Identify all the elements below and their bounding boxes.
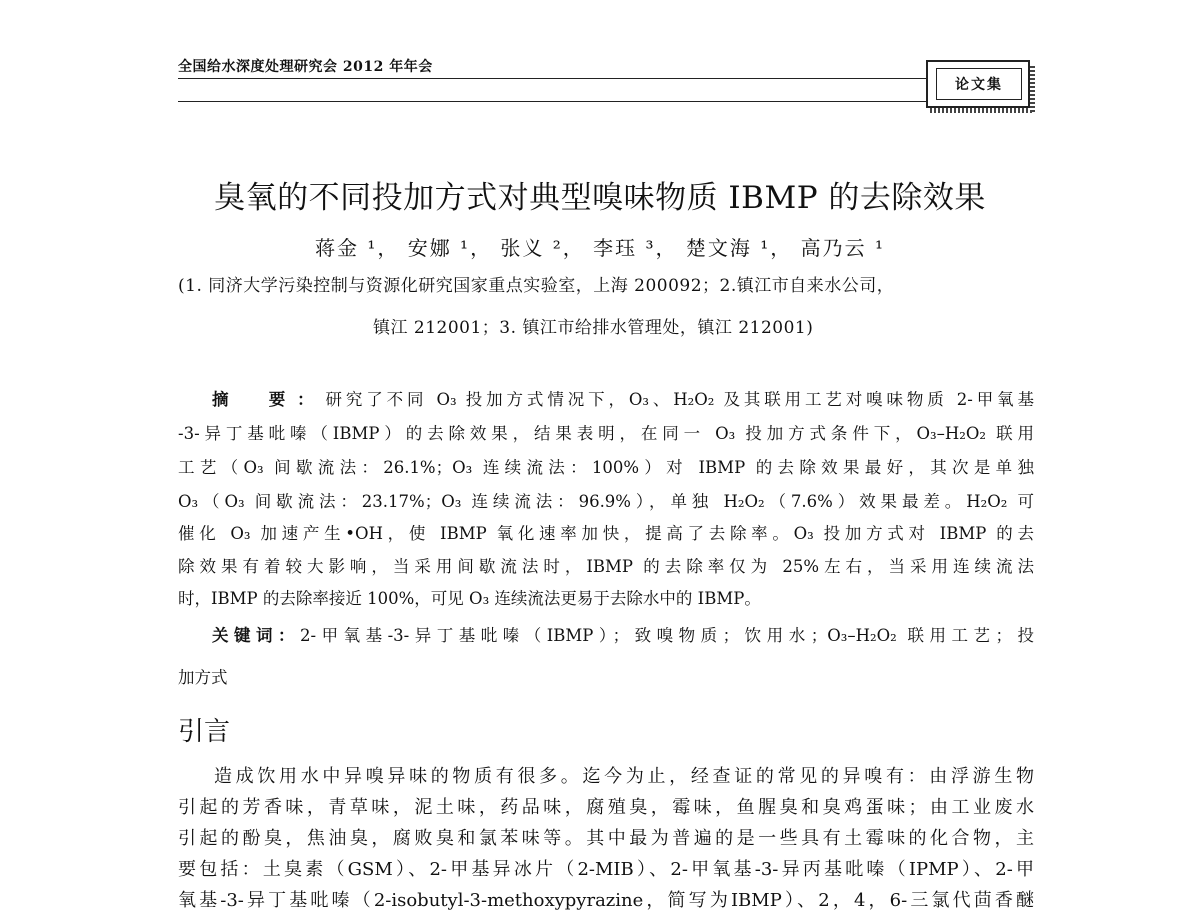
stamp-label: 论文集: [936, 68, 1022, 100]
abstract-line: 工艺（O₃ 间歇流法：26.1%；O₃ 连续流法：100%）对 IBMP 的去除效果最好，其次是单独: [178, 458, 1034, 477]
body-line: 氧基-3-异丁基吡嗪（2-isobutyl-3-methoxypyrazine，简写为IBMP）、2，4，6-三氯代茴香醚: [178, 890, 1034, 911]
affiliation-line-1: (1. 同济大学污染控制与资源化研究国家重点实验室，上海 200092；2.镇江市自来水公司，: [178, 276, 895, 296]
body-line: 引起的芳香味，青草味，泥土味，药品味，腐殖臭，霉味，鱼腥臭和臭鸡蛋味；由工业废水: [178, 797, 1034, 818]
section-heading: 引言: [178, 717, 231, 747]
abstract-line: -3-异丁基吡嗪（IBMP）的去除效果，结果表明，在同一 O₃ 投加方式条件下，O₃–H₂O₂ 联用: [178, 424, 1034, 443]
affiliation-line-2: 镇江 212001；3. 镇江市给排水管理处，镇江 212001): [373, 318, 814, 338]
keywords-line: 关键词：2-甲氧基-3-异丁基吡嗪（IBMP）；致嗅物质；饮用水；O₃–H₂O₂ 联用工艺；投: [212, 626, 1034, 645]
abstract-line: 时，IBMP 的去除率接近 100%，可见 O₃ 连续流法更易于去除水中的 IBMP。: [178, 589, 761, 608]
abstract-line: 催化 O₃ 加速产生•OH，使 IBMP 氧化速率加快，提高了去除率。O₃ 投加方式对 IBMP 的去: [178, 524, 1034, 543]
keywords-line-2: 加方式: [178, 668, 228, 687]
running-header: 全国给水深度处理研究会 2012 年年会: [178, 59, 433, 75]
body-line: 要包括：土臭素（GSM）、2-甲基异冰片（2-MIB）、2-甲氧基-3-异丙基吡嗪（IPMP）、2-甲: [178, 859, 1034, 880]
abstract-label: 摘 要：: [212, 390, 326, 409]
body-line: 引起的酚臭，焦油臭，腐败臭和氯苯味等。其中最为普遍的是一些具有土霉味的化合物，主: [178, 828, 1034, 849]
header-rule-thick: [178, 101, 926, 102]
header-rule-thin: [178, 78, 926, 79]
paper-title: 臭氧的不同投加方式对典型嗅味物质 IBMP 的去除效果: [214, 180, 986, 216]
stamp-shadow-right: [1030, 64, 1035, 112]
proceedings-stamp: [926, 60, 1030, 108]
abstract-line: O₃（O₃ 间歇流法：23.17%；O₃ 连续流法：96.9%），单独 H₂O₂（7.6%）效果最差。H₂O₂ 可: [178, 492, 1034, 511]
author-list: 蒋金 ¹， 安娜 ¹， 张义 ²， 李珏 ³， 楚文海 ¹， 高乃云 ¹: [314, 236, 886, 260]
abstract-line: 摘 要：研究了不同 O₃ 投加方式情况下，O₃、H₂O₂ 及其联用工艺对嗅味物质 2-甲氧基: [212, 390, 1034, 409]
keywords-label: 关键词：: [212, 626, 301, 645]
abstract-line: 除效果有着较大影响，当采用间歇流法时，IBMP 的去除率仅为 25%左右，当采用连续流法: [178, 557, 1034, 576]
body-line: 造成饮用水中异嗅异味的物质有很多。迄今为止，经查证的常见的异嗅有：由浮游生物: [214, 766, 1034, 787]
